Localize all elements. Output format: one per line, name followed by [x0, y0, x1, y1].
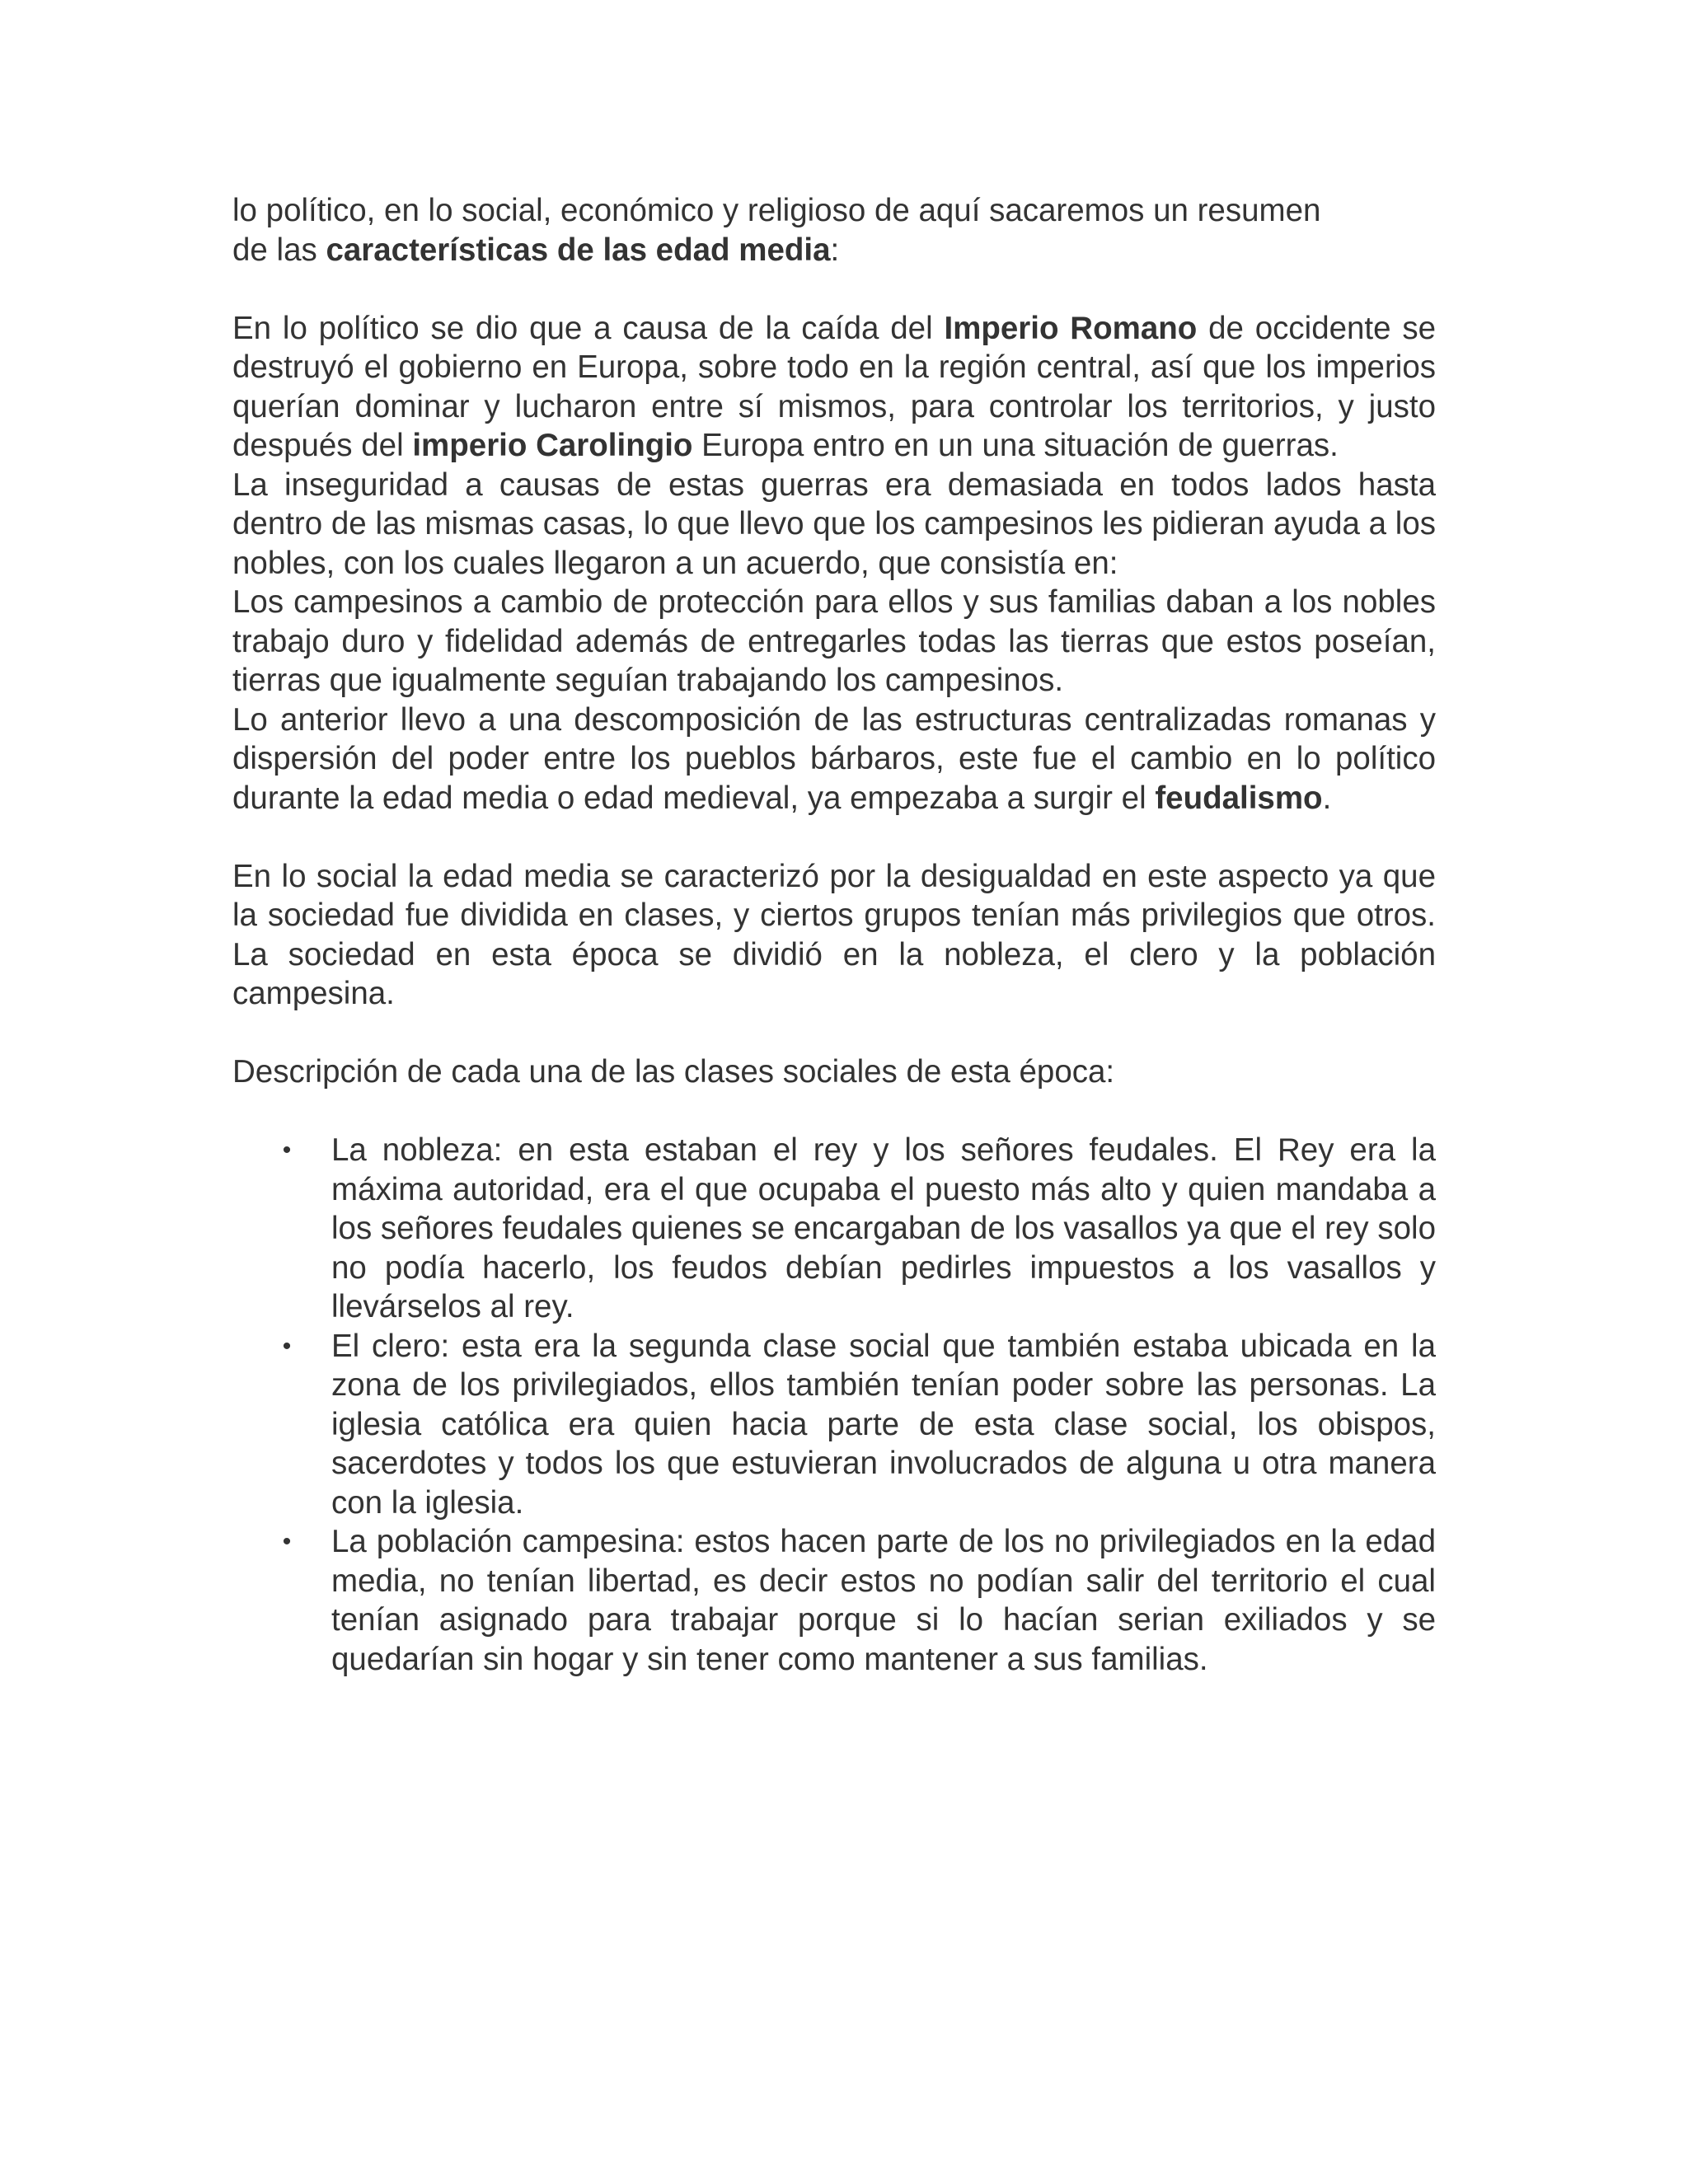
list-item-nobleza	[232, 1131, 1436, 1327]
imperio-romano-bold: Imperio Romano	[944, 310, 1198, 346]
social-paragraph: En lo social la edad media se caracterizó por la desigualdad en este aspecto ya que la sociedad fue dividida en clases, y ciertos grupos tenían más privilegios que otros. La sociedad en esta época se dividió en la nobleza, el clero y la población campesina.	[232, 858, 1436, 1011]
political-paragraph-2: La inseguridad a causas de estas guerras era demasiada en todos lados hasta dentro de las mismas casas, lo que llevo que los campesinos les pidieran ayuda a los nobles, con los cuales llegaron a un acuerdo, que consistía en:	[232, 466, 1436, 581]
intro-line-1: lo político, en lo social, económico y religioso de aquí sacaremos un resumen	[232, 193, 1321, 228]
political-p4-text: Lo anterior llevo a una descomposición de las estructuras centralizadas romanas y dispersión del poder entre los pueblos bárbaros, este fue el cambio en lo político durante la edad media o edad medieval, ya empezaba a surgir el	[232, 701, 1436, 816]
political-p1-text-2: de occidente se destruyó el gobierno en Europa, sobre todo en la región central, así que los imperios querían dominar y lucharon entre sí mismos, para controlar los territorios, y justo después del	[232, 310, 1436, 463]
political-paragraph-1	[232, 309, 1436, 466]
feudalismo-bold: feudalismo	[1155, 780, 1323, 816]
political-paragraph-4	[232, 701, 1436, 818]
intro-bold-heading: características de las edad media	[326, 232, 831, 268]
political-p1-text-1: En lo político se dio que a causa de la caída del	[232, 310, 945, 346]
list-item-clero	[232, 1327, 1436, 1523]
political-p1-text-3: Europa entro en un una situación de guerras.	[692, 428, 1339, 463]
intro-suffix: :	[830, 232, 840, 268]
spacer	[232, 1014, 1436, 1053]
political-p4-end: .	[1322, 780, 1332, 816]
list-item-text: El clero: esta era la segunda clase social que también estaba ubicada en la zona de los privilegiados, ellos también tenían poder sobre las personas. La iglesia católica era quien hacia parte de esta clase social, los obispos, sacerdotes y todos los que estuvieran involucrados de alguna u otra manera con la iglesia.	[331, 1328, 1436, 1521]
imperio-carolingio-bold: imperio Carolingio	[412, 428, 693, 463]
political-paragraph-3: Los campesinos a cambio de protección para ellos y sus familias daban a los nobles trabajo duro y fidelidad además de entregarles todas las tierras que estos poseían, tierras que igualmente seguían trabajando los campesinos.	[232, 584, 1436, 698]
intro-paragraph	[232, 191, 1436, 269]
bullet-icon: •	[282, 1332, 292, 1360]
spacer	[232, 269, 1436, 309]
social-classes-list	[232, 1131, 1436, 1679]
intro-prefix: de las	[232, 232, 326, 268]
list-item-text: La población campesina: estos hacen parte de los no privilegiados en la edad media, no tenían libertad, es decir estos no podían salir del territorio el cual tenían asignado para trabajar porque si lo hacían serian exiliados y se quedarían sin hogar y sin tener como mantener a sus familias.	[331, 1524, 1436, 1677]
bullet-icon: •	[282, 1528, 292, 1555]
list-item-campesina	[232, 1522, 1436, 1679]
spacer	[232, 1092, 1436, 1132]
document-page	[232, 191, 1436, 1679]
bullet-icon: •	[282, 1137, 292, 1164]
list-item-text: La nobleza: en esta estaban el rey y los señores feudales. El Rey era la máxima autoridad, era el que ocupaba el puesto más alto y quien mandaba a los señores feudales quienes se encargaban de los vasallos ya que el rey solo no podía hacerlo, los feudos debían pedirles impuestos a los vasallos y llevárselos al rey.	[331, 1132, 1436, 1324]
classes-heading: Descripción de cada una de las clases sociales de esta época:	[232, 1054, 1115, 1090]
spacer	[232, 818, 1436, 857]
